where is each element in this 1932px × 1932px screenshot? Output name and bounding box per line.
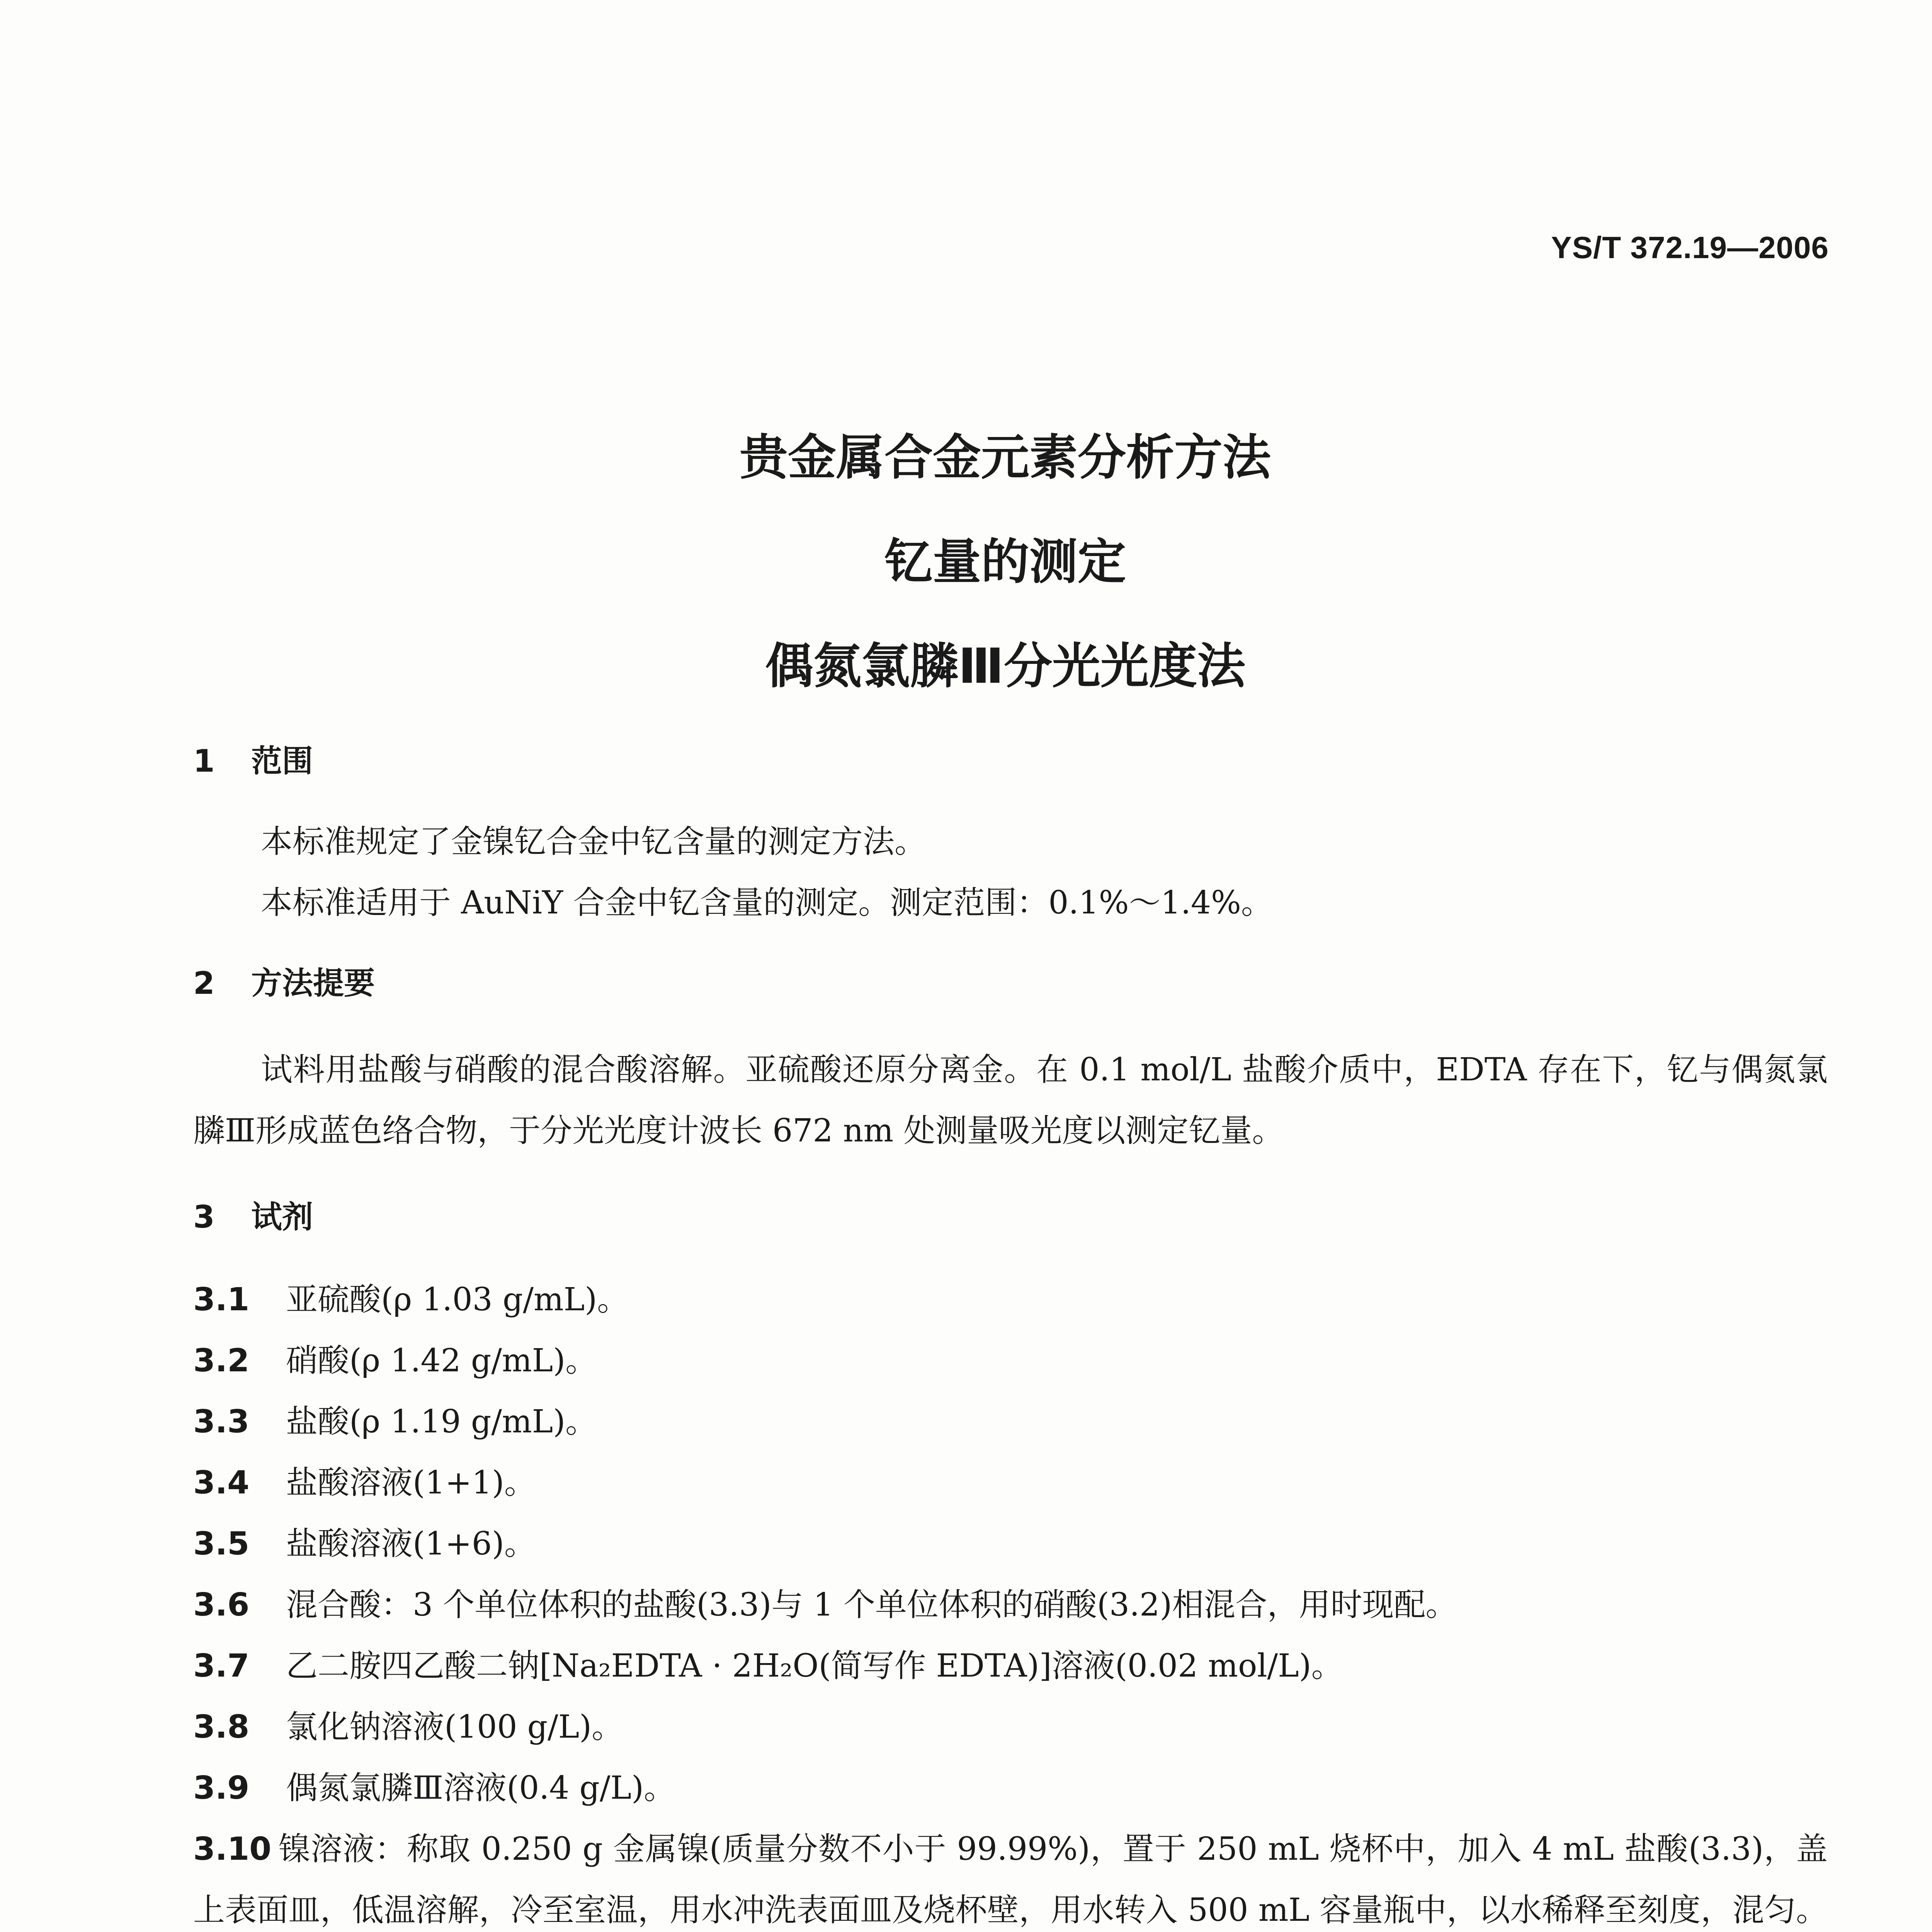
section-number: 3 (193, 1199, 215, 1235)
reagent-item (193, 1636, 1828, 1697)
item-text: 氯化钠溶液(100 g/L)。 (286, 1709, 624, 1745)
reagent-item (193, 1575, 1828, 1636)
standard-code: YS/T 372.19—2006 (1551, 230, 1829, 265)
item-number: 3.6 (193, 1587, 250, 1623)
title-line-2: 钇量的测定 (884, 534, 1126, 590)
item-text: 镍溶液：称取 0.250 g 金属镍(质量分数不小于 99.99%)，置于 250 mL 烧杯中，加入 4 mL 盐酸(3.3)，盖上表面皿，低温溶解，冷至室温，用水冲洗表面皿及烧杯壁，用水转入 500 mL 容量瓶中，以水稀释至刻度，混匀。 (193, 1831, 1828, 1929)
reagent-item (193, 1697, 1828, 1758)
section-title: 方法提要 (251, 965, 375, 1001)
item-number: 3.3 (193, 1403, 250, 1440)
item-number: 3.4 (193, 1464, 250, 1501)
item-text: 盐酸(ρ 1.19 g/mL)。 (286, 1403, 597, 1440)
reagent-item (193, 1514, 1828, 1575)
item-number: 3.8 (193, 1709, 250, 1745)
title-line-1: 贵金属合金元素分析方法 (740, 430, 1271, 486)
paragraph: 本标准适用于 AuNiY 合金中钇含量的测定。测定范围：0.1%～1.4%。 (261, 884, 1273, 921)
reagent-item (193, 1330, 1828, 1391)
item-text: 盐酸溶液(1+1)。 (286, 1464, 536, 1501)
reagent-item (193, 1758, 1828, 1819)
item-text: 混合酸：3 个单位体积的盐酸(3.3)与 1 个单位体积的硝酸(3.2)相混合，用时现配。 (286, 1587, 1458, 1623)
item-text: 亚硫酸(ρ 1.03 g/mL)。 (286, 1281, 629, 1318)
reagent-item (193, 1391, 1828, 1452)
item-number: 3.2 (193, 1342, 250, 1379)
section-number: 1 (193, 743, 215, 779)
item-text: 偶氮氯膦Ⅲ溶液(0.4 g/L)。 (286, 1770, 676, 1806)
reagent-item (193, 1452, 1828, 1514)
item-text: 盐酸溶液(1+6)。 (286, 1526, 536, 1562)
section-heading-scope (193, 736, 313, 781)
title-line-3: 偶氮氯膦Ⅲ分光光度法 (765, 638, 1246, 694)
item-number: 3.7 (193, 1648, 250, 1684)
item-number: 3.9 (193, 1770, 250, 1806)
reagent-item (193, 1269, 1828, 1330)
section-number: 2 (193, 965, 215, 1001)
section-title: 范围 (251, 743, 313, 779)
item-number: 3.10 (193, 1831, 272, 1867)
item-text: 硝酸(ρ 1.42 g/mL)。 (286, 1342, 597, 1379)
item-text: 乙二胺四乙酸二钠[Na₂EDTA · 2H₂O(简写作 EDTA)]溶液(0.02 mol/L)。 (286, 1648, 1343, 1684)
section-title: 试剂 (251, 1199, 313, 1235)
section-heading-reagents (193, 1192, 313, 1236)
item-number: 3.5 (193, 1526, 250, 1562)
reagent-item (193, 1819, 1828, 1932)
item-number: 3.1 (193, 1281, 250, 1318)
document-title (0, 406, 1932, 719)
paragraph: 试料用盐酸与硝酸的混合酸溶解。亚硫酸还原分离金。在 0.1 mol/L 盐酸介质中，EDTA 存在下，钇与偶氮氯膦Ⅲ形成蓝色络合物，于分光光度计波长 672 nm 处测量吸光度以测定钇量。 (193, 1051, 1828, 1149)
paragraph: 本标准规定了金镍钇合金中钇含量的测定方法。 (261, 823, 927, 860)
section-heading-method (193, 958, 375, 1003)
